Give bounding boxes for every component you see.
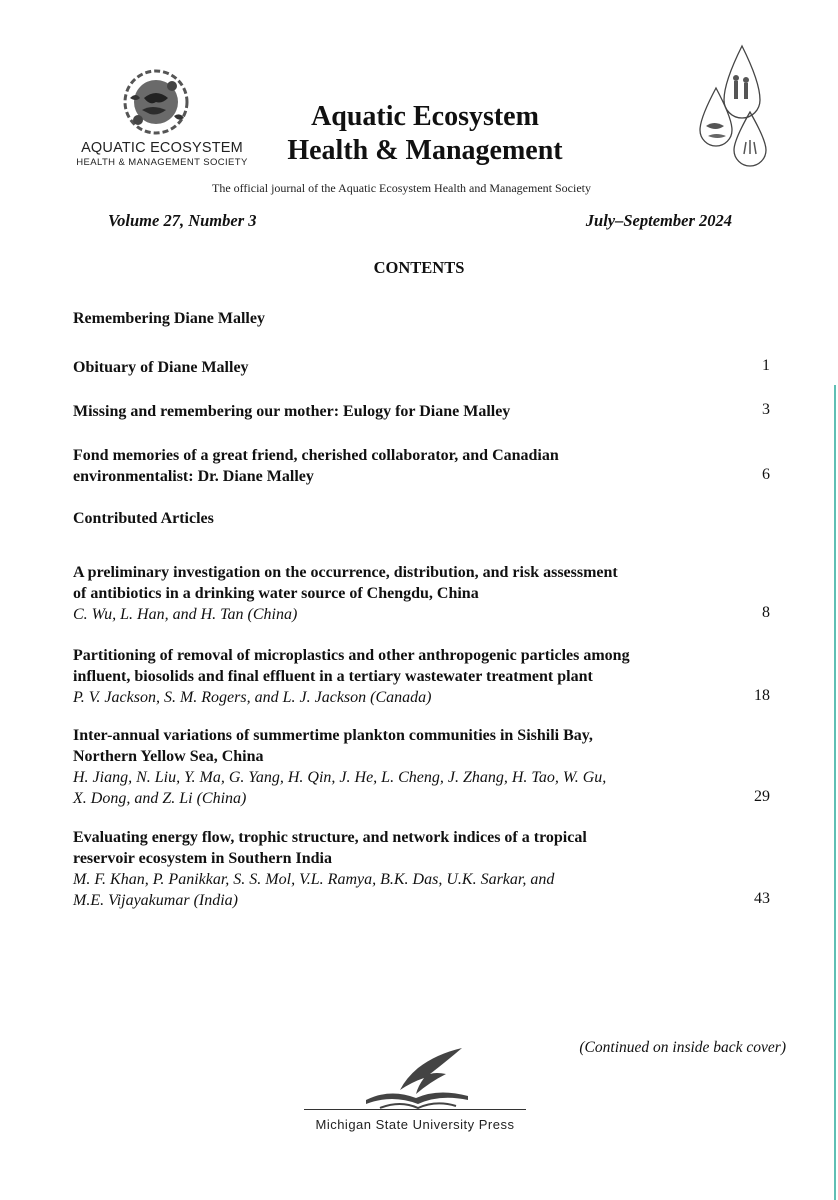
entry-authors-line1: H. Jiang, N. Liu, Y. Ma, G. Yang, H. Qin, J. He, L. Cheng, J. Zhang, H. Tao, W. Gu, bbox=[73, 769, 607, 786]
page-number: 1 bbox=[762, 357, 770, 374]
page-number: 29 bbox=[754, 788, 770, 805]
entry-title-line1[interactable]: Fond memories of a great friend, cherished collaborator, and Canadian bbox=[73, 447, 559, 464]
msu-press-logo-icon bbox=[360, 1044, 480, 1118]
toc-entry[interactable] bbox=[73, 562, 773, 625]
toc-entry[interactable] bbox=[73, 827, 773, 911]
society-name-line2: HEALTH & MANAGEMENT SOCIETY bbox=[76, 157, 248, 168]
journal-title bbox=[270, 100, 580, 168]
journal-title-line2: Health & Management bbox=[287, 135, 563, 166]
entry-authors-line2: X. Dong, and Z. Li (China) bbox=[73, 790, 247, 807]
entry-title-line2[interactable]: of antibiotics in a drinking water source of Chengdu, China bbox=[73, 585, 479, 602]
entry-title-line1[interactable]: A preliminary investigation on the occurrence, distribution, and risk assessment bbox=[73, 564, 618, 581]
entry-authors-line2: M.E. Vijayakumar (India) bbox=[73, 892, 238, 909]
entry-title-line2[interactable]: Northern Yellow Sea, China bbox=[73, 748, 264, 765]
page-edge-rule bbox=[834, 385, 836, 1200]
toc-entry[interactable] bbox=[73, 357, 773, 378]
entry-authors: P. V. Jackson, S. M. Rogers, and L. J. Jackson (Canada) bbox=[73, 689, 432, 706]
entry-authors-line1: M. F. Khan, P. Panikkar, S. S. Mol, V.L. Ramya, B.K. Das, U.K. Sarkar, and bbox=[73, 871, 555, 888]
toc-entry[interactable] bbox=[73, 645, 773, 708]
contents-heading: CONTENTS bbox=[373, 258, 465, 277]
entry-title[interactable]: Obituary of Diane Malley bbox=[73, 359, 249, 376]
press-name: Michigan State University Press bbox=[315, 1117, 515, 1132]
continued-note: (Continued on inside back cover) bbox=[579, 1039, 786, 1056]
journal-tagline: The official journal of the Aquatic Ecosystem Health and Management Society bbox=[212, 181, 591, 195]
entry-title[interactable]: Missing and remembering our mother: Eulogy for Diane Malley bbox=[73, 403, 511, 420]
society-name bbox=[72, 140, 252, 168]
society-logo-icon bbox=[122, 68, 190, 136]
press-divider bbox=[304, 1109, 526, 1110]
toc-entry[interactable] bbox=[73, 725, 773, 809]
water-drops-logo-icon bbox=[694, 44, 774, 168]
issue-date: July–September 2024 bbox=[585, 211, 732, 230]
journal-title-line1: Aquatic Ecosystem bbox=[311, 101, 539, 132]
toc-entry[interactable] bbox=[73, 401, 773, 422]
entry-title-line1[interactable]: Inter-annual variations of summertime plankton communities in Sishili Bay, bbox=[73, 727, 593, 744]
volume-number: Volume 27, Number 3 bbox=[108, 211, 257, 230]
page-number: 43 bbox=[754, 890, 770, 907]
toc-entry[interactable] bbox=[73, 445, 773, 487]
entry-title-line1[interactable]: Evaluating energy flow, trophic structure, and network indices of a tropical bbox=[73, 829, 587, 846]
page-number: 18 bbox=[754, 687, 770, 704]
section-heading-contributed: Contributed Articles bbox=[73, 510, 214, 527]
entry-title-line1[interactable]: Partitioning of removal of microplastics and other anthropogenic particles among bbox=[73, 647, 630, 664]
page-number: 8 bbox=[762, 604, 770, 621]
entry-title-line2[interactable]: environmentalist: Dr. Diane Malley bbox=[73, 468, 314, 485]
section-heading-remembering: Remembering Diane Malley bbox=[73, 310, 265, 327]
society-name-line1: AQUATIC ECOSYSTEM bbox=[81, 140, 243, 156]
entry-authors: C. Wu, L. Han, and H. Tan (China) bbox=[73, 606, 298, 623]
page-number: 3 bbox=[762, 401, 770, 418]
entry-title-line2[interactable]: influent, biosolids and final effluent in a tertiary wastewater treatment plant bbox=[73, 668, 593, 685]
entry-title-line2[interactable]: reservoir ecosystem in Southern India bbox=[73, 850, 332, 867]
page-number: 6 bbox=[762, 466, 770, 483]
